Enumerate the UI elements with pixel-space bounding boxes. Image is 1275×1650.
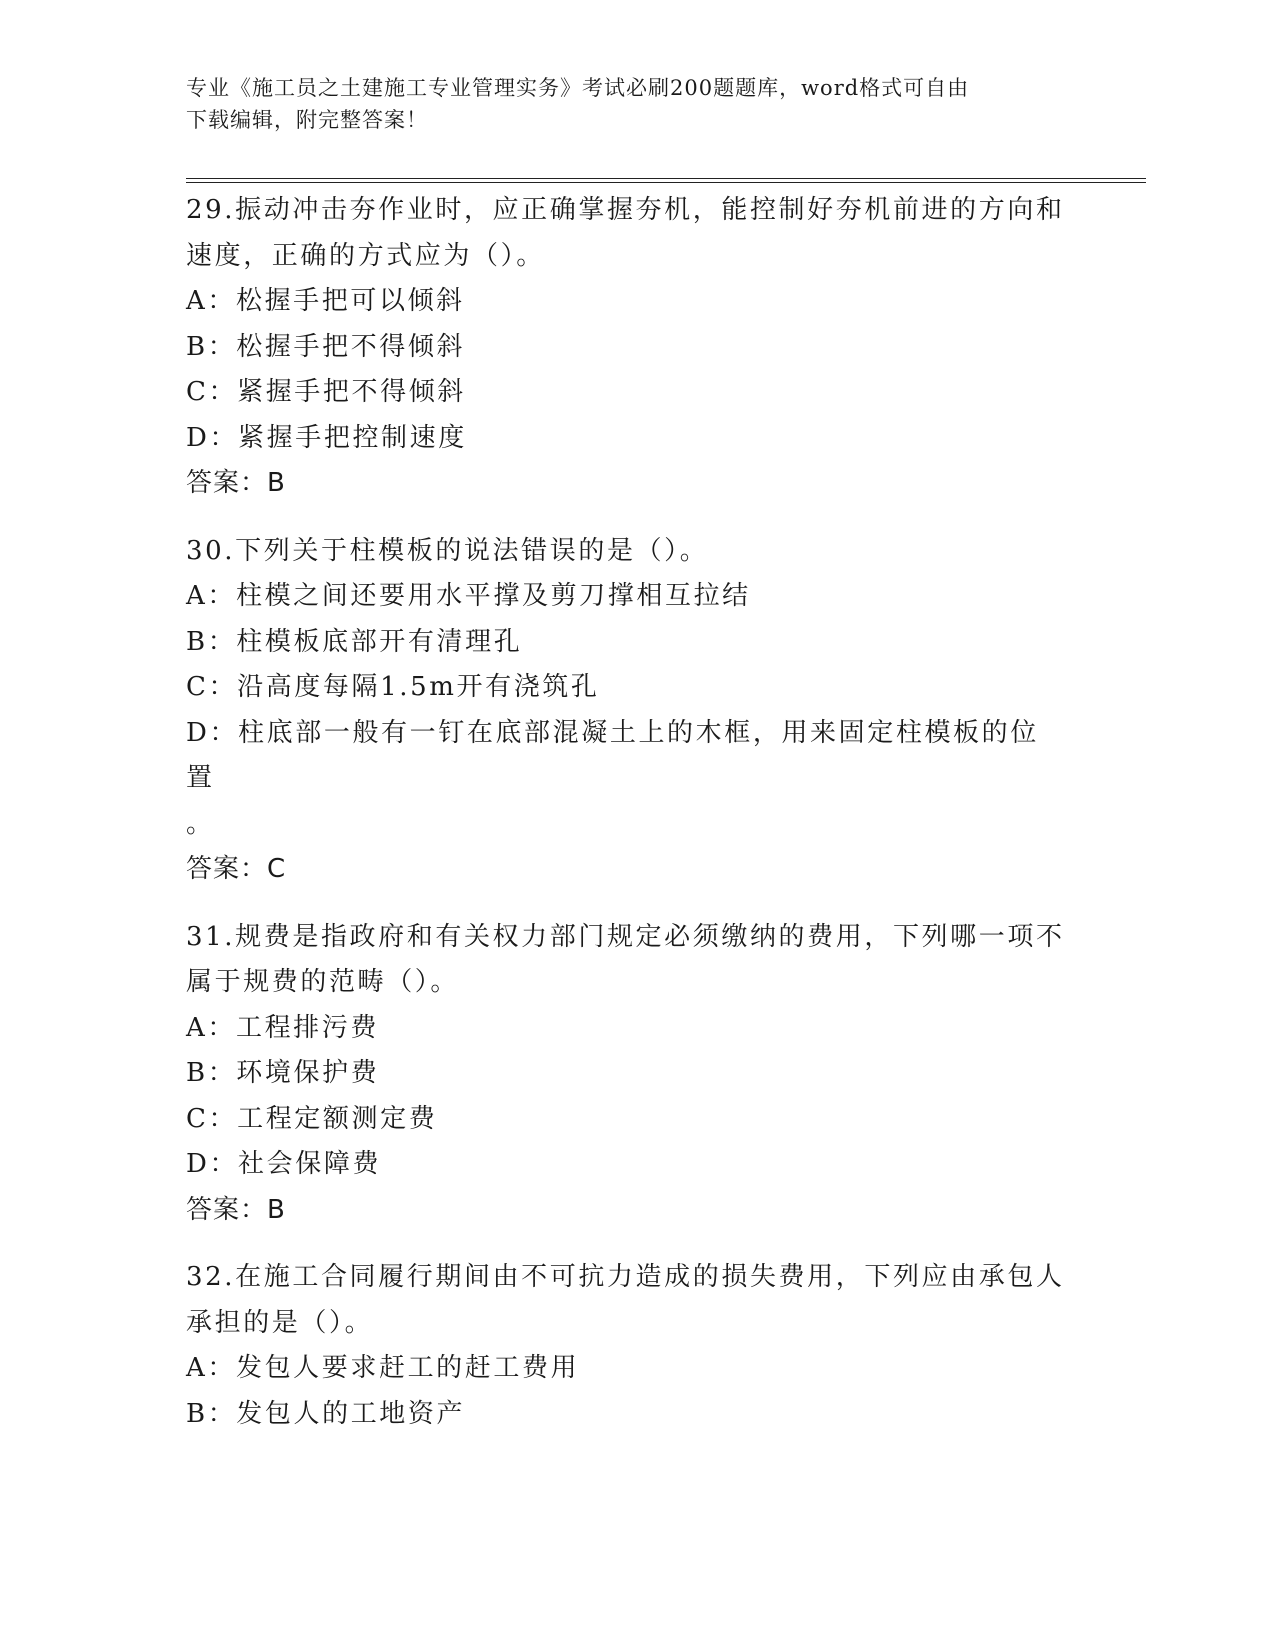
- option-c: C：紧握手把不得倾斜: [186, 377, 466, 407]
- question-stem-continued: 承担的是（）。: [186, 1307, 374, 1338]
- option-d: D：柱底部一般有一钉在底部混凝土上的木框，用来固定柱模板的位置: [186, 717, 1039, 793]
- question-stem-continued: 速度，正确的方式应为（）。: [186, 240, 545, 271]
- option-c: C：沿高度每隔1.5m开有浇筑孔: [186, 672, 600, 702]
- answer: 答案：B: [186, 1194, 286, 1225]
- option-d: D：社会保障费: [186, 1149, 382, 1179]
- option-a: A：工程排污费: [186, 1012, 379, 1043]
- option-b: B：发包人的工地资产: [186, 1398, 466, 1429]
- question-29: [186, 188, 1066, 507]
- document-page: [186, 0, 1146, 1650]
- question-stem-continued: 属于规费的范畴（）。: [186, 967, 460, 997]
- header-title-line-2: 下载编辑，附完整答案！: [186, 108, 428, 132]
- question-stem: 29.振动冲击夯作业时，应正确掌握夯机，能控制好夯机前进的方向和: [186, 195, 1065, 225]
- option-d-continued: 。: [186, 808, 215, 839]
- option-b: B：环境保护费: [186, 1058, 380, 1088]
- option-b: B：柱模板底部开有清理孔: [186, 626, 523, 657]
- header-divider: [186, 178, 1146, 183]
- question-31: [186, 915, 1066, 1234]
- option-d: D：紧握手把控制速度: [186, 422, 467, 453]
- question-stem: 32.在施工合同履行期间由不可抗力造成的损失费用，下列应由承包人: [186, 1262, 1065, 1292]
- option-c: C：工程定额测定费: [186, 1103, 438, 1134]
- document-header: [186, 72, 1066, 136]
- question-list: [186, 188, 1066, 1459]
- header-title-line-1: 专业《施工员之土建施工专业管理实务》考试必刷200题题库，word格式可自由: [186, 76, 970, 100]
- option-a: A：发包人要求赶工的赶工费用: [186, 1353, 580, 1383]
- option-a: A：柱模之间还要用水平撑及剪刀撑相互拉结: [186, 581, 751, 611]
- answer: 答案：C: [186, 854, 287, 884]
- answer: 答案：B: [186, 468, 286, 498]
- question-stem: 30.下列关于柱模板的说法错误的是（）。: [186, 535, 709, 566]
- question-30: [186, 529, 1066, 893]
- question-stem: 31.规费是指政府和有关权力部门规定必须缴纳的费用，下列哪一项不: [186, 921, 1065, 952]
- question-32: [186, 1255, 1066, 1437]
- option-a: A：松握手把可以倾斜: [186, 286, 465, 316]
- option-b: B：松握手把不得倾斜: [186, 331, 466, 362]
